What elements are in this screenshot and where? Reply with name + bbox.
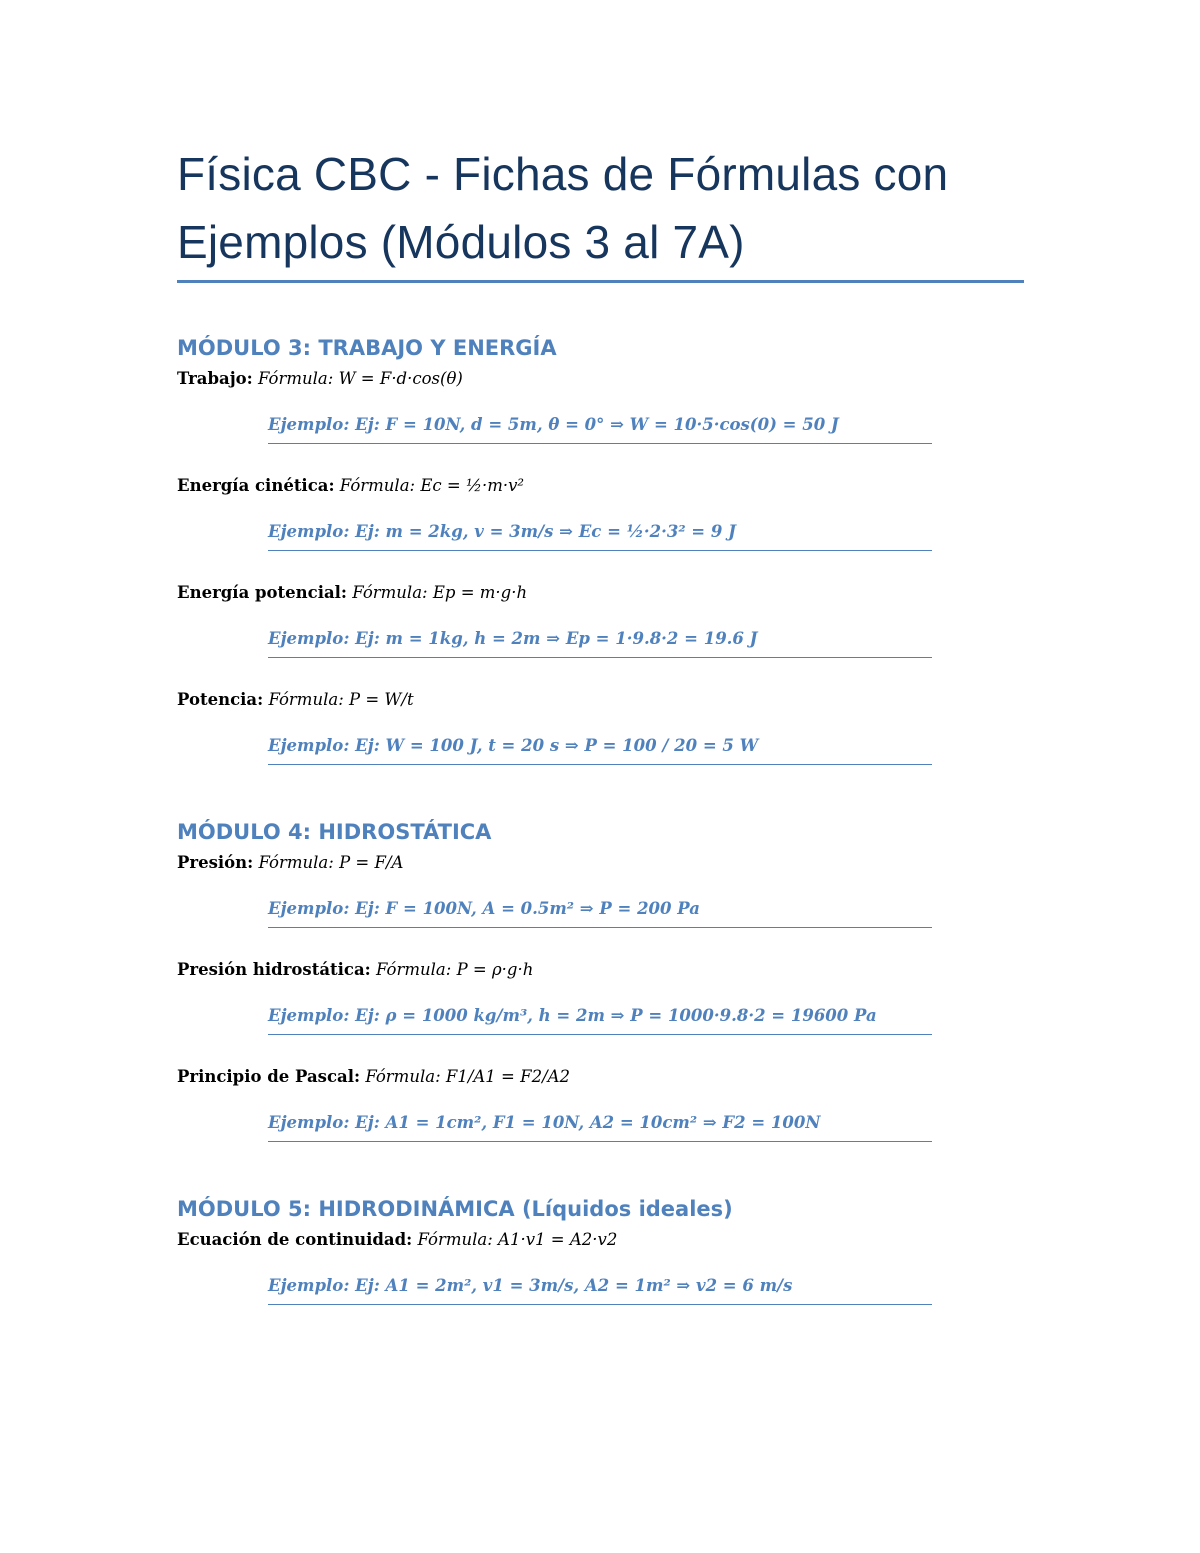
formula-expression: P = F/A xyxy=(339,853,404,872)
formula-prefix: Fórmula: xyxy=(365,1067,441,1086)
formula-name: Energía potencial: xyxy=(177,583,348,602)
example-prefix: Ejemplo: xyxy=(268,736,350,755)
example-text: Ej: F = 10N, d = 5m, θ = 0° ⇒ W = 10·5·cos(0) = 50 J xyxy=(355,415,839,434)
formula-prefix: Fórmula: xyxy=(375,960,452,979)
example-line xyxy=(268,1109,932,1142)
formula-expression: P = ρ·g·h xyxy=(456,960,534,979)
module-heading: MÓDULO 4: HIDROSTÁTICA xyxy=(177,820,492,844)
formula-prefix: Fórmula: xyxy=(268,690,344,709)
example-prefix: Ejemplo: xyxy=(268,629,350,648)
formula-line xyxy=(177,1228,1024,1252)
formula-prefix: Fórmula: xyxy=(258,369,334,388)
example-line xyxy=(268,411,932,444)
formula-name: Ecuación de continuidad: xyxy=(177,1230,413,1249)
formula-name: Presión: xyxy=(177,853,254,872)
formula-expression: P = W/t xyxy=(349,690,414,709)
formula-expression: W = F·d·cos(θ) xyxy=(338,369,463,388)
formula-prefix: Fórmula: xyxy=(352,583,428,602)
example-prefix: Ejemplo: xyxy=(268,899,350,918)
example-line xyxy=(268,1002,932,1035)
formula-name: Energía cinética: xyxy=(177,476,335,495)
formula-line xyxy=(177,1065,1024,1089)
formula-expression: Ep = m·g·h xyxy=(432,583,528,602)
example-text: Ej: A1 = 2m², v1 = 3m/s, A2 = 1m² ⇒ v2 = 6 m/s xyxy=(355,1276,793,1295)
example-line xyxy=(268,625,932,658)
module-section xyxy=(177,1194,1024,1305)
formula-name: Trabajo: xyxy=(177,369,253,388)
formula-expression: Ec = ½·m·v² xyxy=(420,476,525,495)
formula-expression: F1/A1 = F2/A2 xyxy=(445,1067,571,1086)
module-heading: MÓDULO 3: TRABAJO Y ENERGÍA xyxy=(177,336,557,360)
formula-name: Principio de Pascal: xyxy=(177,1067,361,1086)
example-prefix: Ejemplo: xyxy=(268,1006,350,1025)
example-line xyxy=(268,1272,932,1305)
document-page xyxy=(177,140,1024,1305)
document-title: Física CBC - Fichas de Fórmulas con Ejemplos (Módulos 3 al 7A) xyxy=(177,140,1024,283)
formula-line xyxy=(177,688,1024,712)
example-text: Ej: W = 100 J, t = 20 s ⇒ P = 100 / 20 = 5 W xyxy=(355,736,759,755)
example-line xyxy=(268,732,932,765)
formula-line xyxy=(177,367,1024,391)
example-text: Ej: m = 1kg, h = 2m ⇒ Ep = 1·9.8·2 = 19.6 J xyxy=(355,629,758,648)
module-section xyxy=(177,817,1024,1142)
formula-prefix: Fórmula: xyxy=(258,853,334,872)
formula-prefix: Fórmula: xyxy=(339,476,416,495)
module-heading: MÓDULO 5: HIDRODINÁMICA (Líquidos ideales) xyxy=(177,1197,733,1221)
module-section xyxy=(177,333,1024,765)
example-prefix: Ejemplo: xyxy=(268,1113,350,1132)
formula-line xyxy=(177,581,1024,605)
example-text: Ej: F = 100N, A = 0.5m² ⇒ P = 200 Pa xyxy=(355,899,700,918)
formula-line xyxy=(177,851,1024,875)
formula-name: Presión hidrostática: xyxy=(177,960,371,979)
formula-line xyxy=(177,474,1024,498)
formula-line xyxy=(177,958,1024,982)
formula-name: Potencia: xyxy=(177,690,264,709)
example-text: Ej: A1 = 1cm², F1 = 10N, A2 = 10cm² ⇒ F2 = 100N xyxy=(355,1113,821,1132)
formula-prefix: Fórmula: xyxy=(417,1230,493,1249)
example-prefix: Ejemplo: xyxy=(268,1276,350,1295)
example-text: Ej: ρ = 1000 kg/m³, h = 2m ⇒ P = 1000·9.8·2 = 19600 Pa xyxy=(355,1006,877,1025)
example-prefix: Ejemplo: xyxy=(268,415,350,434)
example-line xyxy=(268,895,932,928)
modules-container xyxy=(177,333,1024,1305)
example-line xyxy=(268,518,932,551)
example-text: Ej: m = 2kg, v = 3m/s ⇒ Ec = ½·2·3² = 9 J xyxy=(355,522,736,541)
formula-expression: A1·v1 = A2·v2 xyxy=(498,1230,618,1249)
example-prefix: Ejemplo: xyxy=(268,522,350,541)
